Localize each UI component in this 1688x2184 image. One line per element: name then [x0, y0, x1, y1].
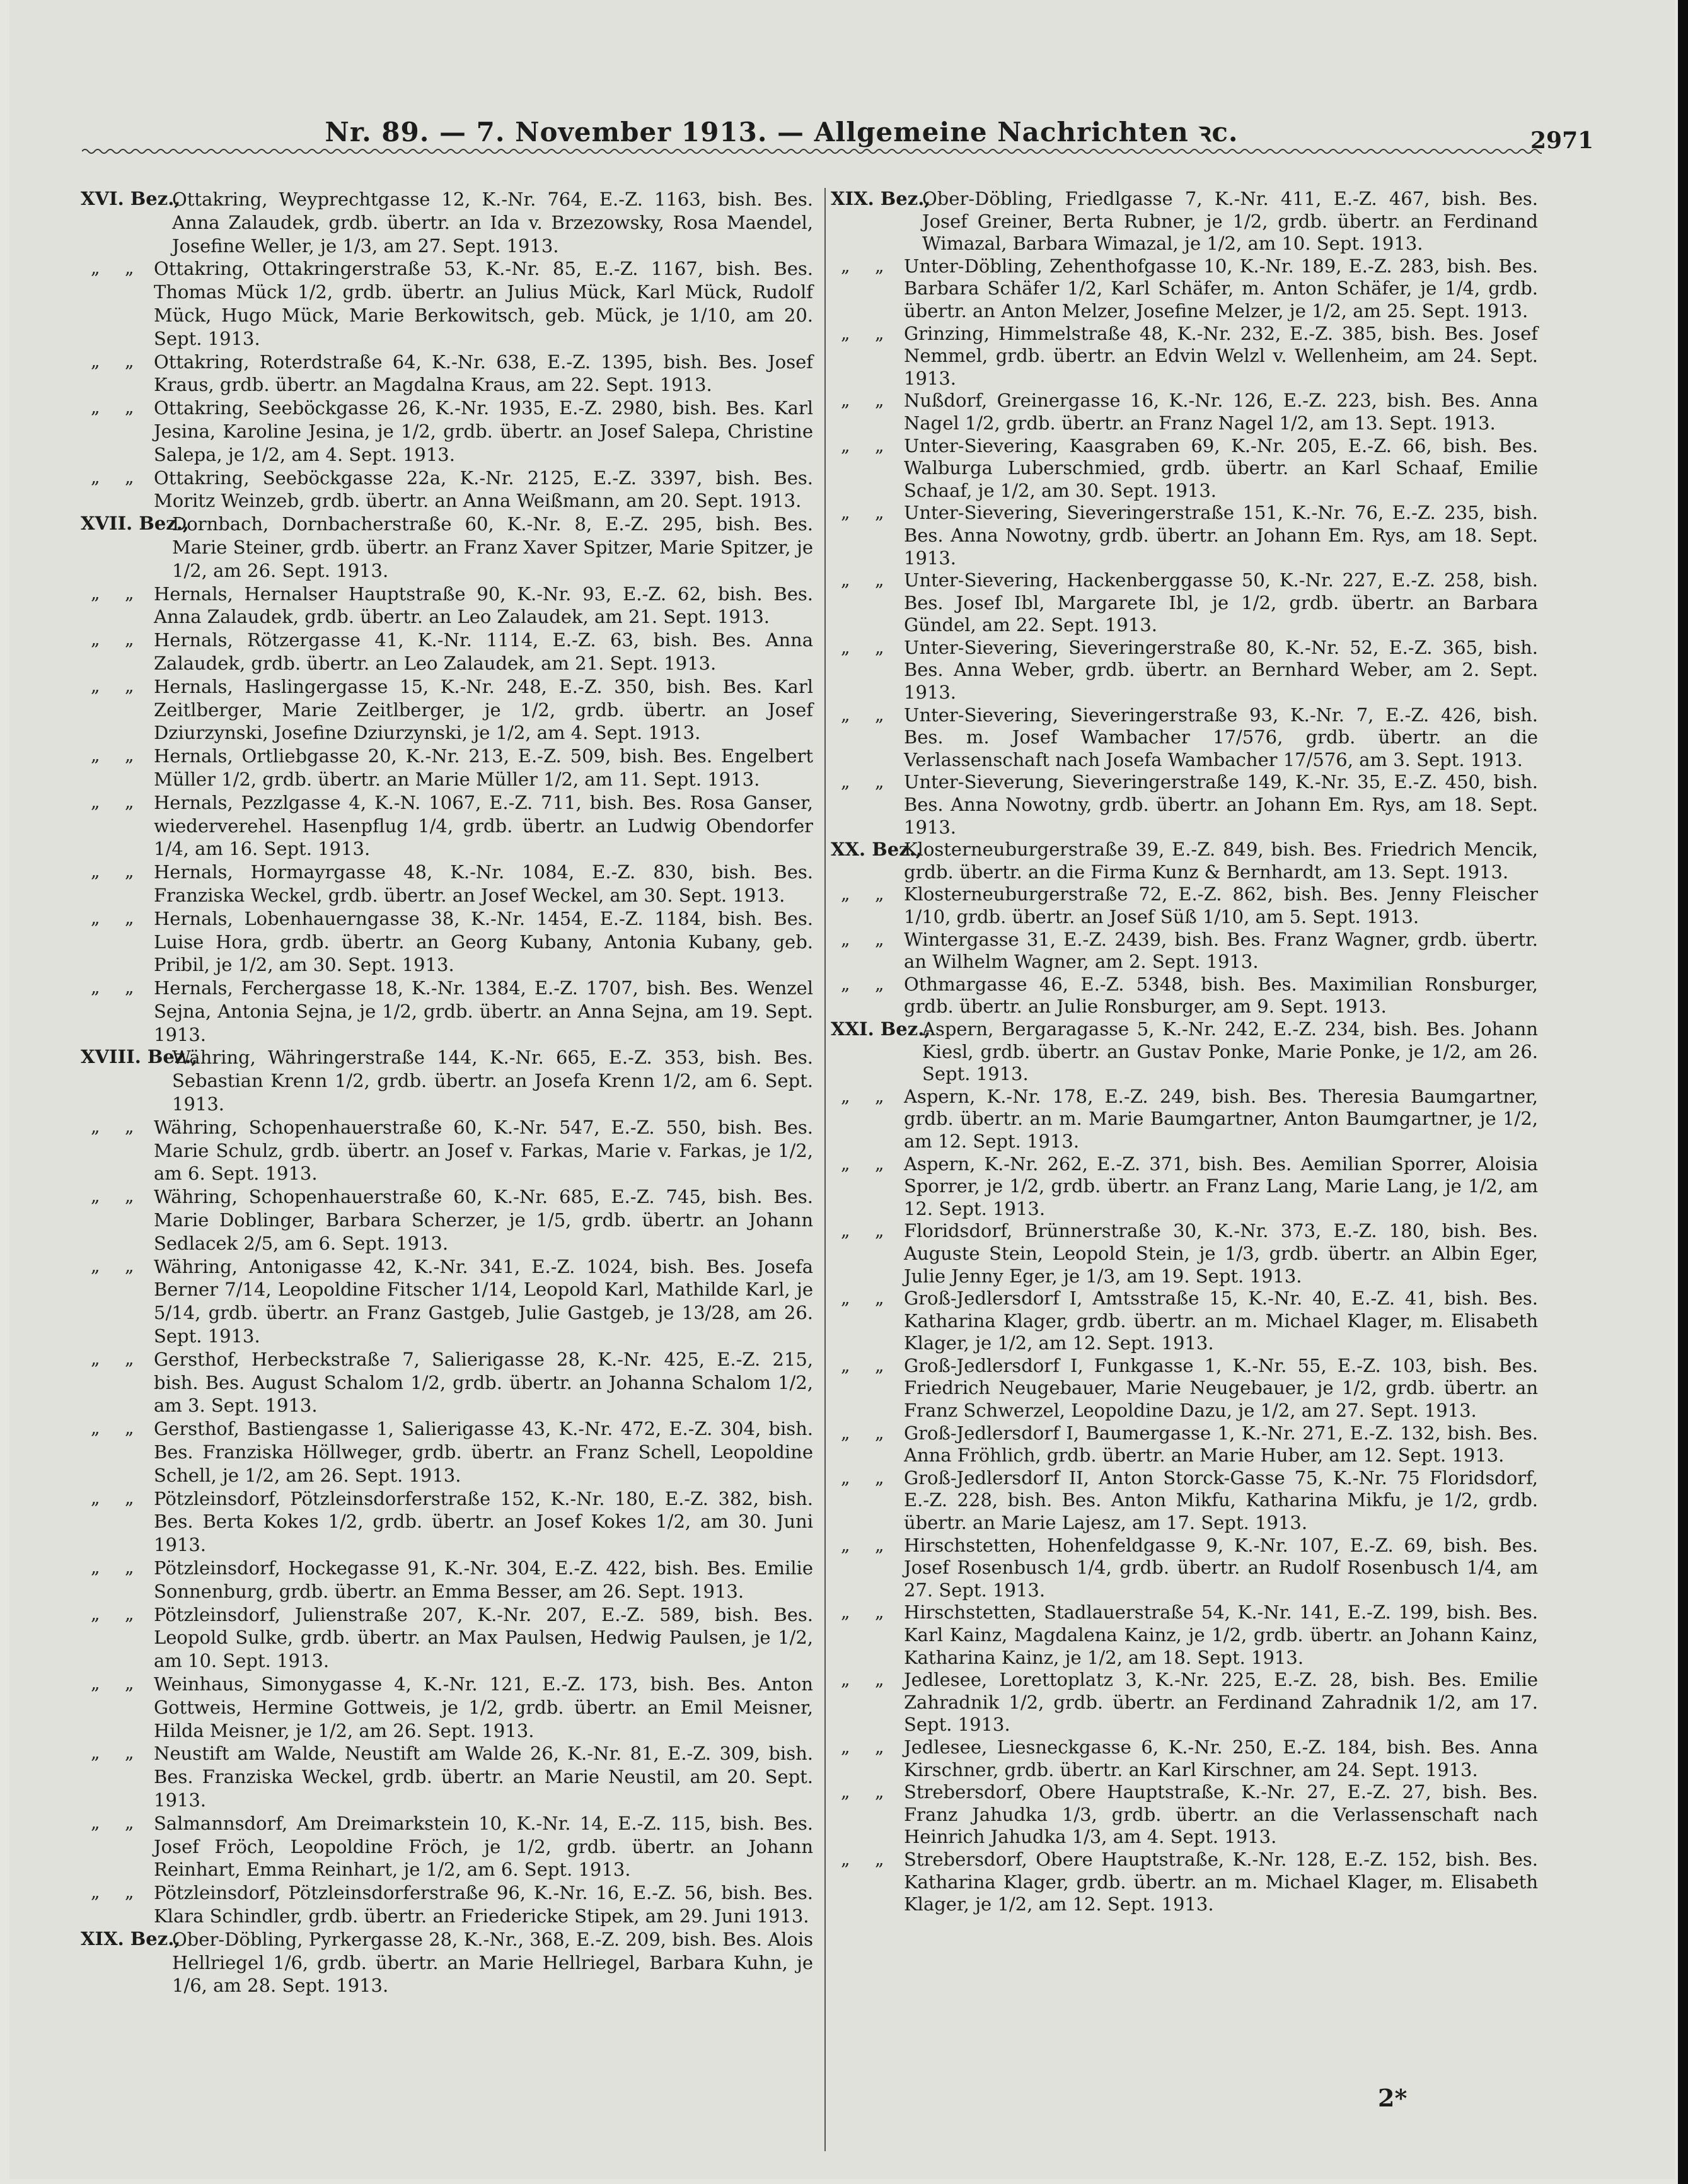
register-entry — [81, 1812, 813, 1881]
entry-text: Pötzleinsdorf, Hockegasse 91, K.-Nr. 304, E.-Z. 422, bish. Bes. Emilie Sonnenburg, grdb. übertr. an Emma Besser, am 26. Sept. 1913. — [154, 1557, 813, 1602]
register-entry — [81, 907, 813, 977]
district-label: XVIII. Bez., — [81, 1046, 198, 1068]
ditto-mark: „ „ — [841, 1467, 884, 1488]
entry-text: Ober-Döbling, Friedlgasse 7, K.-Nr. 411, E.-Z. 467, bish. Bes. Josef Greiner, Berta Rubner, je 1/2, grdb. übertr. an Ferdinand Wimazal, Barbara Wimazal, je 1/2, am 10. Sept. 1913. — [922, 188, 1538, 255]
entry-text: Salmannsdorf, Am Dreimarkstein 10, K.-Nr. 14, E.-Z. 115, bish. Bes. Josef Fröch, Leopoldine Fröch, je 1/2, grdb. übertr. an Johann Reinhart, Emma Reinhart, je 1/2, am 6. Sept. 1913. — [154, 1812, 813, 1881]
ditto-mark: „ „ — [91, 791, 134, 812]
register-entry — [831, 1153, 1538, 1221]
entry-text: Neustift am Walde, Neustift am Walde 26, K.-Nr. 81, E.-Z. 309, bish. Bes. Franziska Weckel, grdb. übertr. an Marie Neustil, am 20. Sept. 1913. — [154, 1743, 813, 1811]
entry-text: Hernals, Ferchergasse 18, K.-Nr. 1384, E.-Z. 1707, bish. Bes. Wenzel Sejna, Antonia Sejna, je 1/2, grdb. übertr. an Anna Sejna, am 19. Sept. 1913. — [154, 977, 813, 1045]
register-entry — [831, 973, 1538, 1018]
header-wavy-rule — [82, 146, 1542, 156]
register-entry — [831, 1422, 1538, 1467]
register-entry — [831, 1736, 1538, 1781]
register-entry — [81, 977, 813, 1046]
register-entry — [81, 1348, 813, 1417]
ditto-mark: „ „ — [91, 1255, 134, 1276]
district-label: XXI. Bez., — [831, 1018, 931, 1040]
ditto-mark: „ „ — [841, 1085, 884, 1107]
register-entry — [831, 637, 1538, 704]
register-entry — [81, 1116, 813, 1185]
entry-text: Hernals, Hormayrgasse 48, K.-Nr. 1084, E.-Z. 830, bish. Bes. Franziska Weckel, grdb. übertr. an Josef Weckel, am 30. Sept. 1913. — [154, 861, 813, 906]
register-entry — [831, 569, 1538, 637]
ditto-mark: „ „ — [91, 1487, 134, 1508]
entry-text: Ottakring, Seeböckgasse 22a, K.-Nr. 2125, E.-Z. 3397, bish. Bes. Moritz Weinzeb, grdb. übertr. an Anna Weißmann, am 20. Sept. 1913. — [154, 467, 813, 512]
ditto-mark: „ „ — [91, 1185, 134, 1207]
register-entry — [831, 323, 1538, 390]
entry-text: Aspern, K.-Nr. 178, E.-Z. 249, bish. Bes. Theresia Baumgartner, grdb. übertr. an m. Marie Baumgartner, Anton Baumgartner, je 1/2, am 12. Sept. 1913. — [904, 1085, 1538, 1152]
register-entry — [831, 1355, 1538, 1422]
entry-text: Wintergasse 31, E.-Z. 2439, bish. Bes. Franz Wagner, grdb. übertr. an Wilhelm Wagner, am 2. Sept. 1913. — [904, 928, 1538, 973]
ditto-mark: „ „ — [841, 434, 884, 456]
entry-text: Pötzleinsdorf, Julienstraße 207, K.-Nr. 207, E.-Z. 589, bish. Bes. Leopold Sulke, grdb. übertr. an Max Paulsen, Hedwig Paulsen, je 1/2, am 10. Sept. 1913. — [154, 1603, 813, 1672]
entry-text: Hirschstetten, Hohenfeldgasse 9, K.-Nr. 107, E.-Z. 69, bish. Bes. Josef Rosenbusch 1/4, grdb. übertr. an Rudolf Rosenbusch 1/4, am 27. Sept. 1913. — [904, 1534, 1538, 1601]
entry-text: Dornbach, Dornbacherstraße 60, K.-Nr. 8, E.-Z. 295, bish. Bes. Marie Steiner, grdb. übertr. an Franz Xaver Spitzer, Marie Spitzer, je 1/2, am 26. Sept. 1913. — [172, 513, 813, 581]
entry-text: Hernals, Lobenhauerngasse 38, K.-Nr. 1454, E.-Z. 1184, bish. Bes. Luise Hora, grdb. übertr. an Georg Kubany, Antonia Kubany, geb. Pribil, je 1/2, am 30. Sept. 1913. — [154, 907, 813, 976]
district-label: XVI. Bez., — [81, 188, 181, 209]
register-entry — [831, 1669, 1538, 1736]
register-entry — [81, 257, 813, 350]
entry-text: Nußdorf, Greinergasse 16, K.-Nr. 126, E.-Z. 223, bish. Bes. Anna Nagel 1/2, grdb. übertr. an Franz Nagel 1/2, am 13. Sept. 1913. — [904, 390, 1538, 434]
register-entry — [831, 771, 1538, 839]
entry-text: Hernals, Rötzergasse 41, K.-Nr. 1114, E.-Z. 63, bish. Bes. Anna Zalaudek, grdb. übertr. an Leo Zalaudek, am 21. Sept. 1913. — [154, 629, 813, 674]
ditto-mark: „ „ — [91, 257, 134, 279]
ditto-mark: „ „ — [841, 1534, 884, 1555]
entry-text: Unter-Sieverung, Sieveringerstraße 149, K.-Nr. 35, E.-Z. 450, bish. Bes. Anna Nowotny, grdb. übertr. an Johann Em. Rys, am 18. Sept. 1913. — [904, 771, 1538, 838]
entry-text: Hernals, Hernalser Hauptstraße 90, K.-Nr. 93, E.-Z. 62, bish. Bes. Anna Zalaudek, grdb. übertr. an Leo Zalaudek, am 21. Sept. 1913. — [154, 583, 813, 628]
entry-text: Floridsdorf, Brünnerstraße 30, K.-Nr. 373, E.-Z. 180, bish. Bes. Auguste Stein, Leopold Stein, je 1/3, grdb. übertr. an Albin Eger, Julie Jenny Eger, je 1/3, am 19. Sept. 1913. — [904, 1220, 1538, 1287]
entry-text: Unter-Sievering, Sieveringerstraße 80, K.-Nr. 52, E.-Z. 365, bish. Bes. Anna Weber, grdb. übertr. an Bernhard Weber, am 2. Sept. 1913. — [904, 636, 1538, 704]
entry-text: Ottakring, Weyprechtgasse 12, K.-Nr. 764, E.-Z. 1163, bish. Bes. Anna Zalaudek, grdb. übertr. an Ida v. Brzezowsky, Rosa Maendel, Josefine Weller, je 1/3, am 27. Sept. 1913. — [172, 189, 813, 257]
entry-text: Währing, Schopenhauerstraße 60, K.-Nr. 547, E.-Z. 550, bish. Bes. Marie Schulz, grdb. übertr. an Josef v. Farkas, Marie v. Farkas, je 1/2, am 6. Sept. 1913. — [154, 1116, 813, 1185]
entry-text: Gersthof, Bastiengasse 1, Salierigasse 43, K.-Nr. 472, E.-Z. 304, bish. Bes. Franziska Höllweger, grdb. übertr. an Franz Schell, Leopoldine Schell, je 1/2, am 26. Sept. 1913. — [154, 1418, 813, 1486]
register-entry — [81, 1185, 813, 1255]
register-entry — [831, 1287, 1538, 1355]
entry-text: Hernals, Ortliebgasse 20, K.-Nr. 213, E.-Z. 509, bish. Bes. Engelbert Müller 1/2, grdb. übertr. an Marie Müller 1/2, am 11. Sept. 1913. — [154, 745, 813, 790]
entry-text: Aspern, Bergaragasse 5, K.-Nr. 242, E.-Z. 234, bish. Bes. Johann Kiesl, grdb. übertr. an Gustav Ponke, Marie Ponke, je 1/2, am 26. Sept. 1913. — [922, 1018, 1538, 1085]
district-label: XIX. Bez., — [831, 188, 931, 209]
ditto-mark: „ „ — [91, 1811, 134, 1833]
entry-text: Grinzing, Himmelstraße 48, K.-Nr. 232, E.-Z. 385, bish. Bes. Josef Nemmel, grdb. übertr. an Edvin Welzl v. Wellenheim, am 24. Sept. 1913. — [904, 322, 1538, 389]
ditto-mark: „ „ — [841, 1781, 884, 1803]
entry-text: Othmargasse 46, E.-Z. 5348, bish. Bes. Maximilian Ronsburger, grdb. übertr. an Julie Ronsburger, am 9. Sept. 1913. — [904, 973, 1538, 1018]
entry-text: Pötzleinsdorf, Pötzleinsdorferstraße 152, K.-Nr. 180, E.-Z. 382, bish. Bes. Berta Kokes 1/2, grdb. übertr. an Josef Kokes 1/2, am 30. Juni 1913. — [154, 1487, 813, 1556]
district-label: XIX. Bez., — [81, 1927, 181, 1949]
entry-text: Währing, Währingerstraße 144, K.-Nr. 665, E.-Z. 353, bish. Bes. Sebastian Krenn 1/2, grdb. übertr. an Josefa Krenn 1/2, am 6. Sept. 1913. — [172, 1047, 813, 1115]
register-entry — [81, 745, 813, 791]
entry-text: Ottakring, Seeböckgasse 26, K.-Nr. 1935, E.-Z. 2980, bish. Bes. Karl Jesina, Karoline Jesina, je 1/2, grdb. übertr. an Josef Salepa, Christine Salepa, je 1/2, am 4. Sept. 1913. — [154, 397, 813, 465]
entry-text: Ober-Döbling, Pyrkergasse 28, K.-Nr., 368, E.-Z. 209, bish. Bes. Alois Hellriegel 1/6, grdb. übertr. an Marie Hellriegel, Barbara Kuhn, je 1/6, am 28. Sept. 1913. — [172, 1928, 813, 1997]
ditto-mark: „ „ — [91, 582, 134, 603]
entry-text: Hirschstetten, Stadlauerstraße 54, K.-Nr. 141, E.-Z. 199, bish. Bes. Karl Kainz, Magdalena Kainz, je 1/2, grdb. übertr. an Johann Kainz, Katharina Kainz, je 1/2, am 18. Sept. 1913. — [904, 1601, 1538, 1668]
ditto-mark: „ „ — [841, 771, 884, 793]
entry-text: Hernals, Pezzlgasse 4, K.-N. 1067, E.-Z. 711, bish. Bes. Rosa Ganser, wiederverehel. Hasenpflug 1/4, grdb. übertr. an Ludwig Obendorfer 1/4, am 16. Sept. 1913. — [154, 791, 813, 860]
entry-text: Ottakring, Roterdstraße 64, K.-Nr. 638, E.-Z. 1395, bish. Bes. Josef Kraus, grdb. übertr. an Magdalna Kraus, am 22. Sept. 1913. — [154, 351, 813, 396]
entry-text: Klosterneuburgerstraße 72, E.-Z. 862, bish. Bes. Jenny Fleischer 1/10, grdb. übertr. an Josef Süß 1/10, am 5. Sept. 1913. — [904, 883, 1538, 927]
ditto-mark: „ „ — [841, 883, 884, 905]
register-entry — [81, 861, 813, 907]
ditto-mark: „ „ — [91, 1881, 134, 1903]
register-entry — [81, 467, 813, 513]
register-entry — [81, 1673, 813, 1742]
register-entry — [81, 513, 813, 582]
ditto-mark: „ „ — [841, 390, 884, 411]
ditto-mark: „ „ — [91, 1742, 134, 1763]
register-entry — [81, 1487, 813, 1557]
ditto-mark: „ „ — [91, 907, 134, 928]
entry-text: Währing, Antonigasse 42, K.-Nr. 341, E.-Z. 1024, bish. Bes. Josefa Berner 7/14, Leopoldine Fitscher 1/14, Leopold Karl, Mathilde Karl, je 5/14, grdb. übertr. an Franz Gastgeb, Julie Gastgeb, je 13/28, am 26. Sept. 1913. — [154, 1255, 813, 1347]
register-entry — [831, 1781, 1538, 1849]
ditto-mark: „ „ — [841, 1669, 884, 1690]
entry-text: Hernals, Haslingergasse 15, K.-Nr. 248, E.-Z. 350, bish. Bes. Karl Zeitlberger, Marie Zeitlberger, je 1/2, grdb. übertr. an Josef Dziurzynski, Josefine Dziurzynski, je 1/2, am 4. Sept. 1913. — [154, 675, 813, 744]
register-entry — [81, 791, 813, 861]
ditto-mark: „ „ — [91, 675, 134, 696]
register-entry — [831, 929, 1538, 973]
register-entry — [81, 583, 813, 629]
entry-text: Klosterneuburgerstraße 39, E.-Z. 849, bish. Bes. Friedrich Mencik, grdb. übertr. an die Firma Kunz & Bernhardt, am 13. Sept. 1913. — [904, 839, 1538, 883]
register-entry — [831, 502, 1538, 569]
register-entry — [81, 1417, 813, 1487]
ditto-mark: „ „ — [841, 1354, 884, 1376]
entry-text: Unter-Sievering, Sieveringerstraße 151, K.-Nr. 76, E.-Z. 235, bish. Bes. Anna Nowotny, grdb. übertr. an Johann Em. Rys, am 18. Sept. 1913. — [904, 502, 1538, 569]
register-entry — [81, 1881, 813, 1928]
register-entry — [831, 883, 1538, 928]
signature-mark: 2* — [1378, 2084, 1408, 2112]
register-entry — [831, 1849, 1538, 1916]
entry-text: Unter-Sievering, Sieveringerstraße 93, K.-Nr. 7, E.-Z. 426, bish. Bes. m. Josef Wambacher 17/576, grdb. übertr. an die Verlassenschaft nach Josefa Wambacher 17/576, am 3. Sept. 1913. — [904, 704, 1538, 770]
left-column — [81, 188, 813, 1997]
district-label: XVII. Bez., — [81, 513, 189, 535]
ditto-mark: „ „ — [841, 322, 884, 344]
ditto-mark: „ „ — [841, 1153, 884, 1174]
register-entry — [81, 1928, 813, 1997]
entry-text: Jedlesee, Liesneckgasse 6, K.-Nr. 250, E.-Z. 184, bish. Bes. Anna Kirschner, grdb. übertr. an Karl Kirschner, am 24. Sept. 1913. — [904, 1736, 1538, 1780]
ditto-mark: „ „ — [91, 466, 134, 487]
ditto-mark: „ „ — [841, 1601, 884, 1623]
register-entry — [831, 1467, 1538, 1535]
ditto-mark: „ „ — [91, 629, 134, 650]
register-entry — [831, 839, 1538, 883]
ditto-mark: „ „ — [841, 973, 884, 994]
ditto-mark: „ „ — [91, 397, 134, 418]
entry-text: Groß-Jedlersdorf II, Anton Storck-Gasse 75, K.-Nr. 75 Floridsdorf, E.-Z. 228, bish. Bes. Anton Mikfu, Katharina Mikfu, je 1/2, grdb. übertr. an Marie Lajesz, am 17. Sept. 1913. — [904, 1467, 1538, 1534]
entry-text: Währing, Schopenhauerstraße 60, K.-Nr. 685, E.-Z. 745, bish. Bes. Marie Doblinger, Barbara Scherzer, je 1/5, grdb. übertr. an Johann Sedlacek 2/5, am 6. Sept. 1913. — [154, 1186, 813, 1254]
ditto-mark: „ „ — [841, 1287, 884, 1309]
register-entry — [81, 1557, 813, 1603]
register-entry — [81, 351, 813, 397]
district-label: XX. Bez., — [831, 839, 922, 861]
ditto-mark: „ „ — [841, 1422, 884, 1443]
ditto-mark: „ „ — [841, 1848, 884, 1869]
ditto-mark: „ „ — [91, 1115, 134, 1137]
ditto-mark: „ „ — [91, 1673, 134, 1693]
entry-text: Groß-Jedlersdorf I, Baumergasse 1, K.-Nr. 271, E.-Z. 132, bish. Bes. Anna Fröhlich, grdb. übertr. an Marie Huber, am 12. Sept. 1913. — [904, 1422, 1538, 1467]
scan-edge — [1678, 0, 1688, 2184]
entry-text: Ottakring, Ottakringerstraße 53, K.-Nr. 85, E.-Z. 1167, bish. Bes. Thomas Mück 1/2, grdb. übertr. an Julius Mück, Karl Mück, Rudolf Mück, Hugo Mück, Marie Berkowitsch, geb. Mück, je 1/10, am 20. Sept. 1913. — [154, 258, 813, 349]
entry-text: Unter-Sievering, Kaasgraben 69, K.-Nr. 205, E.-Z. 66, bish. Bes. Walburga Luberschmied, grdb. übertr. an Karl Schaaf, Emilie Schaaf, je 1/2, am 30. Sept. 1913. — [904, 434, 1538, 501]
ditto-mark: „ „ — [841, 255, 884, 276]
ditto-mark: „ „ — [91, 350, 134, 371]
register-entry — [81, 675, 813, 745]
ditto-mark: „ „ — [841, 1736, 884, 1757]
right-column — [831, 188, 1538, 1916]
register-entry — [831, 1535, 1538, 1602]
register-entry — [831, 1018, 1538, 1086]
ditto-mark: „ „ — [91, 1603, 134, 1624]
ditto-mark: „ „ — [841, 704, 884, 725]
entry-text: Strebersdorf, Obere Hauptstraße, K.-Nr. 27, E.-Z. 27, bish. Bes. Franz Jahudka 1/3, grdb. übertr. an die Verlassenschaft nach Heinrich Jahudka 1/3, am 4. Sept. 1913. — [904, 1781, 1538, 1848]
register-entry — [81, 1742, 813, 1811]
ditto-mark: „ „ — [91, 861, 134, 882]
register-entry — [831, 255, 1538, 323]
entry-text: Pötzleinsdorf, Pötzleinsdorferstraße 96, K.-Nr. 16, E.-Z. 56, bish. Bes. Klara Schindler, grdb. übertr. an Friedericke Stipek, am 29. Juni 1913. — [154, 1882, 813, 1927]
register-entry — [831, 1601, 1538, 1669]
entry-text: Groß-Jedlersdorf I, Amtsstraße 15, K.-Nr. 40, E.-Z. 41, bish. Bes. Katharina Klager, grdb. übertr. an m. Michael Klager, m. Elisabeth Klager, je 1/2, am 12. Sept. 1913. — [904, 1287, 1538, 1354]
register-entry — [81, 188, 813, 257]
ditto-mark: „ „ — [91, 977, 134, 998]
register-entry — [831, 390, 1538, 434]
register-entry — [81, 1046, 813, 1115]
ditto-mark: „ „ — [841, 502, 884, 523]
register-entry — [81, 397, 813, 466]
register-entry — [831, 1220, 1538, 1287]
ditto-mark: „ „ — [841, 1220, 884, 1241]
register-entry — [831, 1086, 1538, 1153]
entry-text: Strebersdorf, Obere Hauptstraße, K.-Nr. 128, E.-Z. 152, bish. Bes. Katharina Klager, grdb. übertr. an m. Michael Klager, m. Elisabeth Klager, je 1/2, am 12. Sept. 1913. — [904, 1848, 1538, 1915]
column-rule — [824, 188, 826, 2151]
ditto-mark: „ „ — [91, 1417, 134, 1439]
ditto-mark: „ „ — [91, 1347, 134, 1369]
entry-text: Weinhaus, Simonygasse 4, K.-Nr. 121, E.-Z. 173, bish. Bes. Anton Gottweis, Hermine Gottweis, je 1/2, grdb. übertr. an Emil Meisner, Hilda Meisner, je 1/2, am 26. Sept. 1913. — [154, 1673, 813, 1741]
entry-text: Groß-Jedlersdorf I, Funkgasse 1, K.-Nr. 55, E.-Z. 103, bish. Bes. Friedrich Neugebauer, Marie Neugebauer, je 1/2, grdb. übertr. an Franz Schwerzel, Leopoldine Dazu, je 1/2, am 27. Sept. 1913. — [904, 1354, 1538, 1422]
register-entry — [831, 704, 1538, 772]
register-entry — [81, 1255, 813, 1348]
entry-text: Unter-Sievering, Hackenberggasse 50, K.-Nr. 227, E.-Z. 258, bish. Bes. Josef Ibl, Margarete Ibl, je 1/2, grdb. übertr. an Barbara Gündel, am 22. Sept. 1913. — [904, 569, 1538, 636]
ditto-mark: „ „ — [841, 636, 884, 658]
entry-text: Jedlesee, Lorettoplatz 3, K.-Nr. 225, E.-Z. 28, bish. Bes. Emilie Zahradnik 1/2, grdb. übertr. an Ferdinand Zahradnik 1/2, am 17. Sept. 1913. — [904, 1669, 1538, 1736]
entry-text: Unter-Döbling, Zehenthofgasse 10, K.-Nr. 189, E.-Z. 283, bish. Bes. Barbara Schäfer 1/2, Karl Schäfer, m. Anton Schäfer, je 1/4, grdb. übertr. an Anton Melzer, Josefine Melzer, je 1/2, am 25. Sept. 1913. — [904, 255, 1538, 322]
ditto-mark: „ „ — [841, 569, 884, 591]
page-number: 2971 — [1530, 127, 1594, 154]
register-entry — [81, 629, 813, 675]
register-entry — [831, 188, 1538, 255]
ditto-mark: „ „ — [841, 928, 884, 950]
ditto-mark: „ „ — [91, 745, 134, 766]
header-title: Nr. 89. — 7. November 1913. — Allgemeine Nachrichten ꝛc. — [325, 117, 1239, 148]
entry-text: Gersthof, Herbeckstraße 7, Salierigasse 28, K.-Nr. 425, E.-Z. 215, bish. Bes. August Schalom 1/2, grdb. übertr. an Johanna Schalom 1/2, am 3. Sept. 1913. — [154, 1348, 813, 1417]
entry-text: Aspern, K.-Nr. 262, E.-Z. 371, bish. Bes. Aemilian Sporrer, Aloisia Sporrer, je 1/2, grdb. übertr. an Franz Lang, Marie Lang, je 1/2, am 12. Sept. 1913. — [904, 1153, 1538, 1219]
register-entry — [81, 1603, 813, 1673]
register-entry — [831, 435, 1538, 502]
ditto-mark: „ „ — [91, 1557, 134, 1578]
